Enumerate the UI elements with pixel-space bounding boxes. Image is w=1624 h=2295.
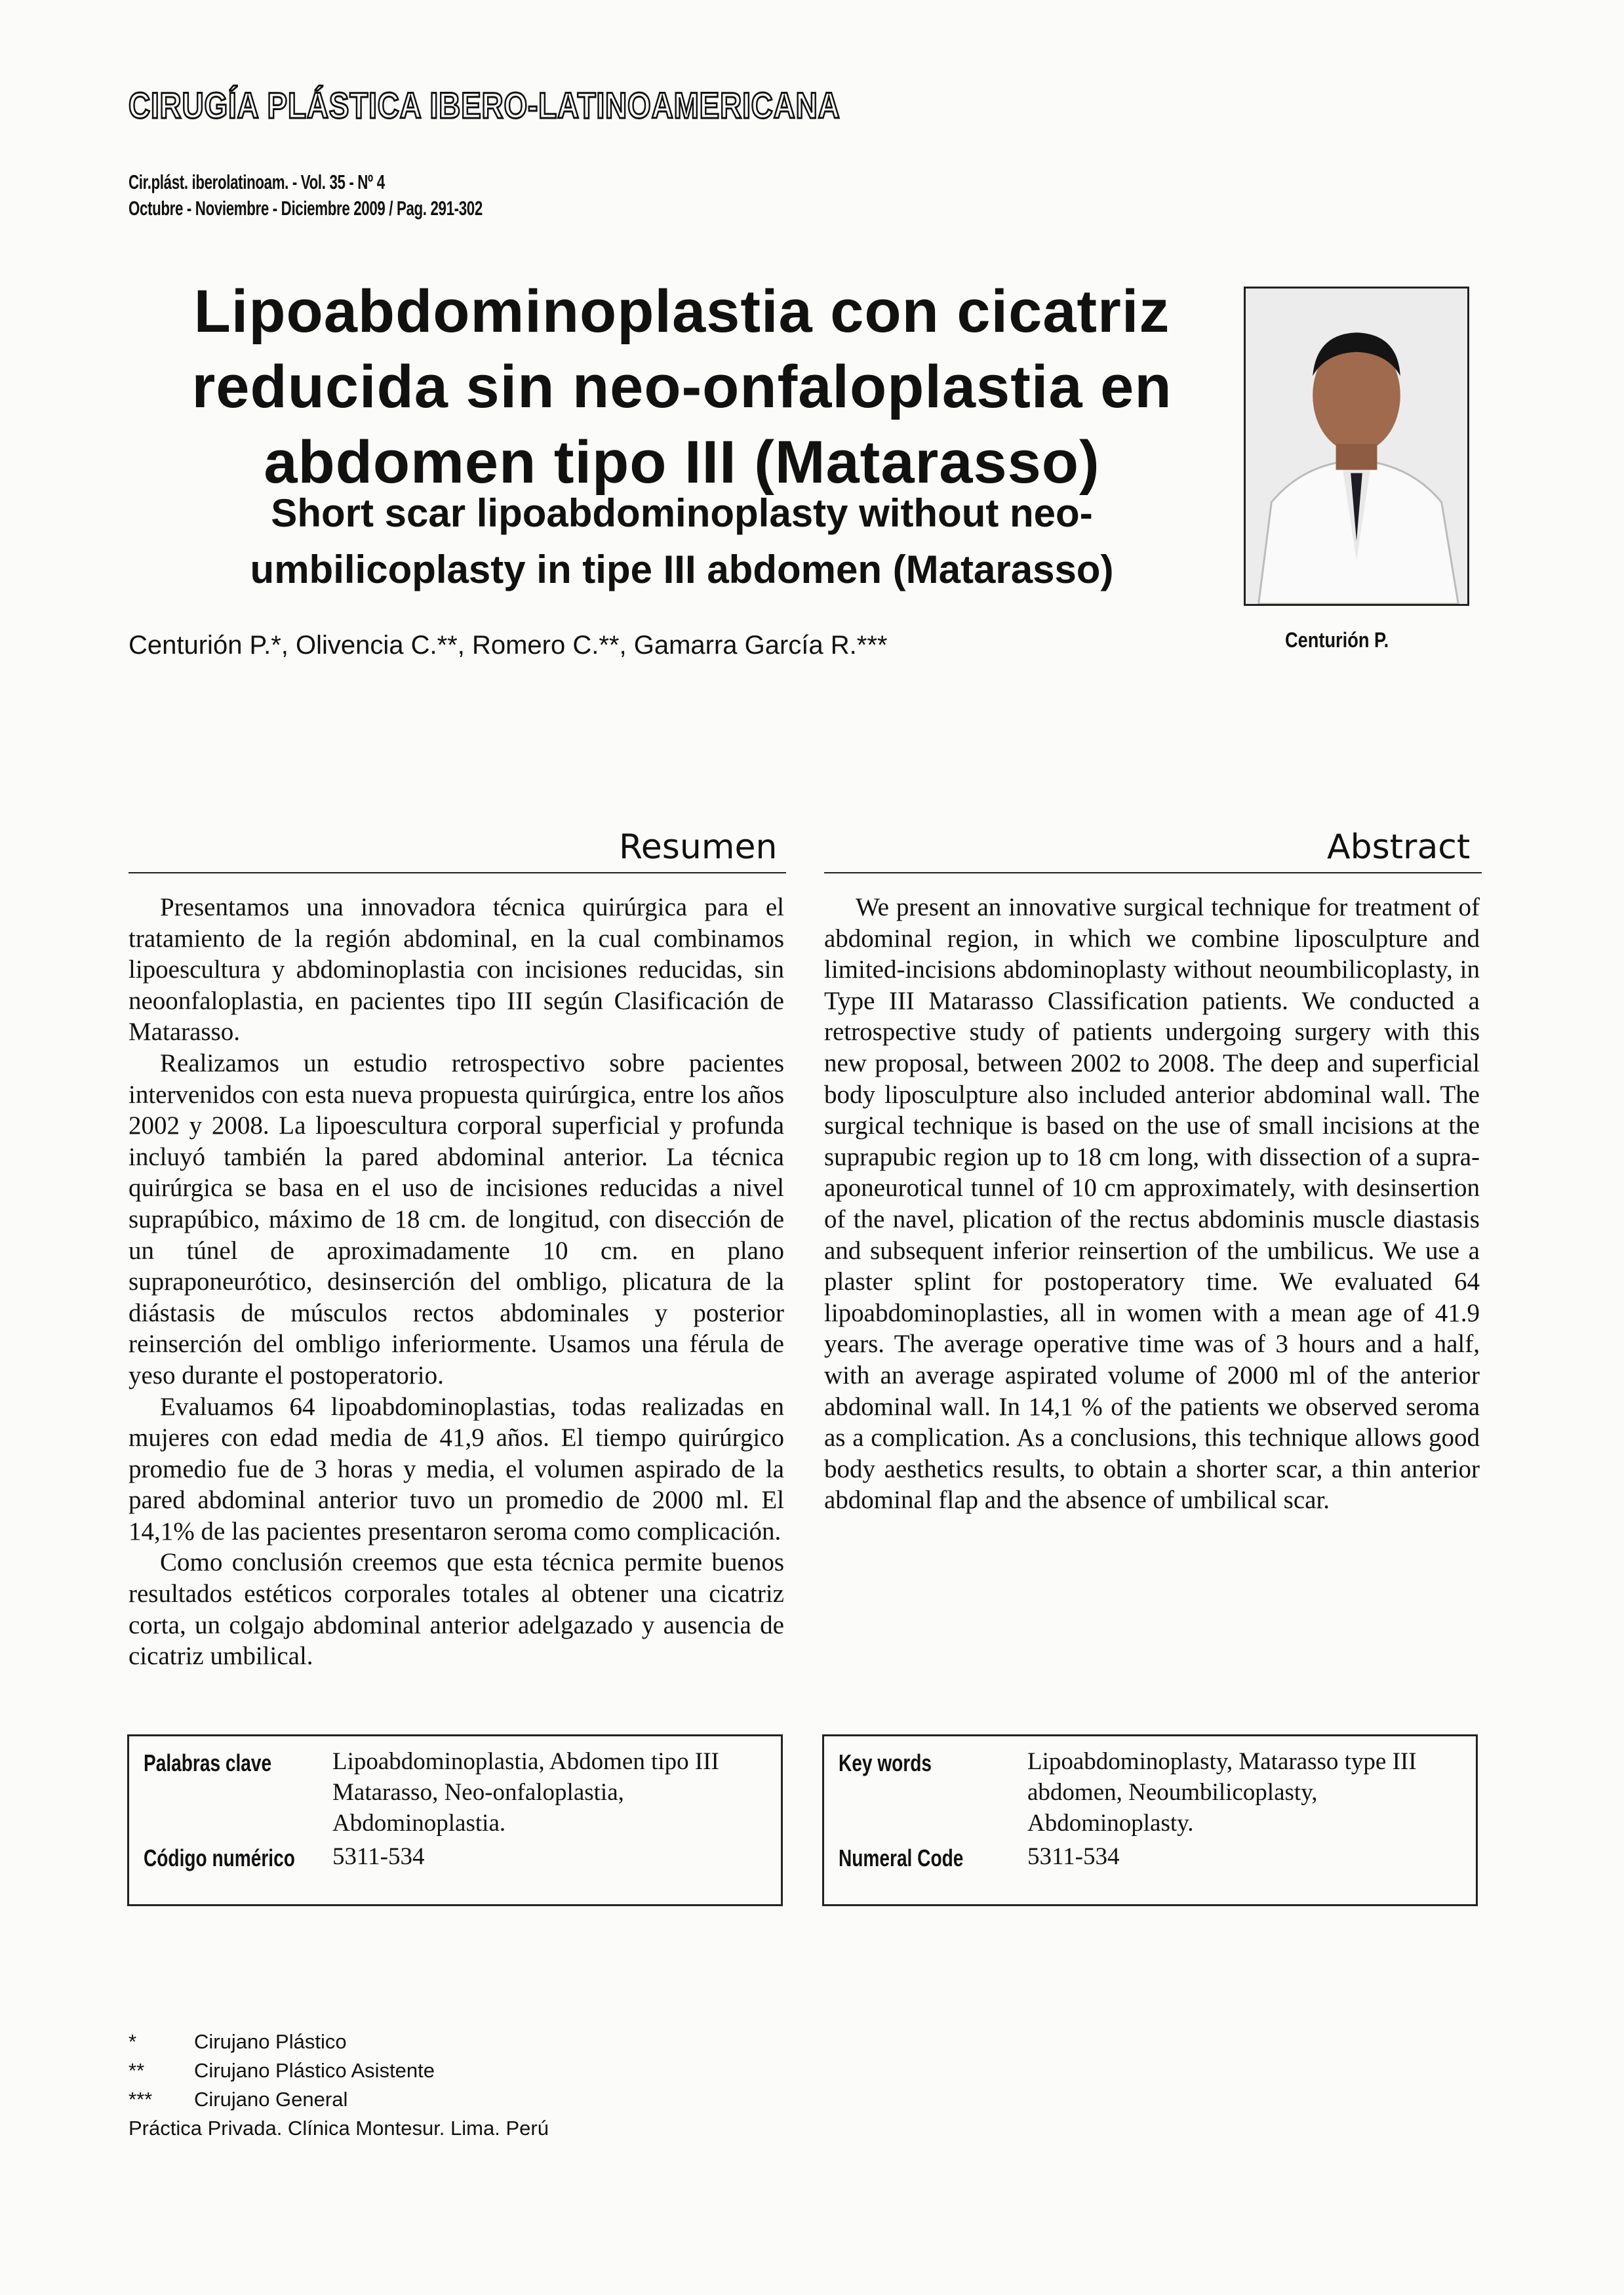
keywords-box-es bbox=[127, 1734, 783, 1906]
title-line: reducida sin neo-onfaloplastia en bbox=[191, 353, 1172, 420]
keywords-value: Lipoabdominoplastia, Abdomen tipo III Matarasso, Neo-onfaloplastia, Abdominoplastia. bbox=[332, 1748, 719, 1837]
footnote bbox=[129, 2085, 549, 2114]
resumen-paragraph: Presentamos una innovadora técnica quirúrgica para el tratamiento de la región abdominal, en la cual combinamos lipoescultura y abdominoplastia con incisiones reducidas, sin neoonfaloplastia, en pacientes tipo III según Clasificación de Matarasso. bbox=[129, 893, 784, 1047]
author-photo bbox=[1244, 287, 1469, 606]
footnotes bbox=[129, 2027, 549, 2143]
citation-line-1: Cir.plást. iberolatinoam. - Vol. 35 - Nº 4 bbox=[129, 170, 385, 193]
footnote bbox=[129, 2027, 549, 2056]
keywords-label: Key words bbox=[839, 1749, 932, 1776]
subtitle-line: umbilicoplasty in tipe III abdomen (Matarasso) bbox=[250, 548, 1114, 591]
footnote-text: Cirujano Plástico bbox=[194, 2030, 347, 2053]
article-title bbox=[151, 274, 1213, 500]
resumen-body bbox=[129, 892, 784, 1672]
photo-caption: Centurión P. bbox=[1285, 628, 1389, 652]
footnote-text: Cirujano Plástico Asistente bbox=[194, 2059, 435, 2082]
subtitle-line: Short scar lipoabdominoplasty without neo- bbox=[271, 491, 1093, 535]
resumen-rule bbox=[129, 872, 786, 873]
keywords-label: Palabras clave bbox=[144, 1749, 272, 1776]
resumen-paragraph: Evaluamos 64 lipoabdominoplastias, todas realizadas en mujeres con edad media de 41,9 años. El tiempo quirúrgico promedio fue de 3 horas y media, el volumen aspirado de la pared abdominal anterior tuvo un promedio de 2000 ml. El 14,1% de las pacientes presentaron seroma como complicación. bbox=[129, 1392, 784, 1546]
resumen-paragraph: Realizamos un estudio retrospectivo sobre pacientes intervenidos con esta nueva propuesta quirúrgica, entre los años 2002 y 2008. La lipoescultura corporal superficial y profunda incluyó también la pared abdominal anterior. La técnica quirúrgica se basa en el uso de incisiones reducidas a nivel suprapúbico, máximo de 18 cm. de longitud, con disección de un túnel de aproximadamente 10 cm. en plano supraponeurótico, desinserción del ombligo, plicatura de la diástasis de músculos rectos abdominales y posterior reinserción del ombligo inferiormente. Usamos una férula de yeso durante el postoperatorio. bbox=[129, 1048, 784, 1389]
abstract-body bbox=[824, 892, 1480, 1516]
title-line: abdomen tipo III (Matarasso) bbox=[264, 429, 1100, 496]
article-subtitle bbox=[151, 485, 1213, 598]
code-label: Numeral Code bbox=[839, 1845, 964, 1871]
abstract-paragraph: We present an innovative surgical technique for treatment of abdominal region, in which we combine liposculpture and limited-incisions abdominoplasty without neoumbilicoplasty, in Type III Matarasso Classification patients. We conducted a retrospective study of patients undergoing surgery with this new proposal, between 2002 to 2008. The deep and superficial body liposculpture also included anterior abdominal wall. The surgical technique is based on the use of small incisions at the suprapubic region up to 18 cm long, with dissection of a supra-aponeurotical tunnel of 10 cm approximately, with desinsertion of the navel, plication of the rectus abdominis muscle diastasis and subsequent inferior reinsertion of the umbilicus. We use a plaster splint for postoperatory time. We evaluated 64 lipoabdominoplasties, all in women with a mean age of 41.9 years. The average operative time was of 3 hours and a half, with an average aspirated volume of 2000 ml of the anterior abdominal wall. In 14,1 % of the patients we observed seroma as a complication. As a conclusions, this technique allows good body aesthetics results, to obtain a shorter scar, a thin anterior abdominal flap and the absence of umbilical scar. bbox=[824, 893, 1480, 1515]
keywords-value: Lipoabdominoplasty, Matarasso type III abdomen, Neoumbilicoplasty, Abdominoplasty. bbox=[1027, 1748, 1417, 1837]
footnote-mark: ** bbox=[129, 2059, 145, 2082]
authors: Centurión P.*, Olivencia C.**, Romero C.**, Gamarra García R.*** bbox=[129, 631, 888, 660]
abstract-heading: Abstract bbox=[1327, 828, 1471, 867]
footnote-mark: * bbox=[129, 2030, 137, 2053]
citation bbox=[129, 169, 483, 222]
footnote-text: Cirujano General bbox=[194, 2088, 348, 2111]
resumen-heading: Resumen bbox=[619, 828, 778, 867]
citation-line-2: Octubre - Noviembre - Diciembre 2009 / Pag. 291-302 bbox=[129, 197, 483, 220]
footnote-mark: *** bbox=[129, 2088, 153, 2111]
keywords-box-en bbox=[822, 1734, 1478, 1906]
code-value: 5311-534 bbox=[1027, 1843, 1120, 1870]
affiliation: Práctica Privada. Clínica Montesur. Lima. Perú bbox=[129, 2117, 549, 2140]
footnote bbox=[129, 2056, 549, 2085]
title-line: Lipoabdominoplastia con cicatriz bbox=[193, 278, 1170, 345]
code-value: 5311-534 bbox=[332, 1843, 425, 1870]
abstract-rule bbox=[824, 872, 1482, 873]
resumen-paragraph: Como conclusión creemos que esta técnica permite buenos resultados estéticos corporales totales al obtener una cicatriz corta, un colgajo abdominal anterior adelgazado y ausencia de cicatriz umbilical. bbox=[129, 1548, 784, 1671]
code-label: Código numérico bbox=[144, 1845, 295, 1871]
journal-name: CIRUGÍA PLÁSTICA IBERO-LATINOAMERICANA bbox=[129, 85, 841, 126]
